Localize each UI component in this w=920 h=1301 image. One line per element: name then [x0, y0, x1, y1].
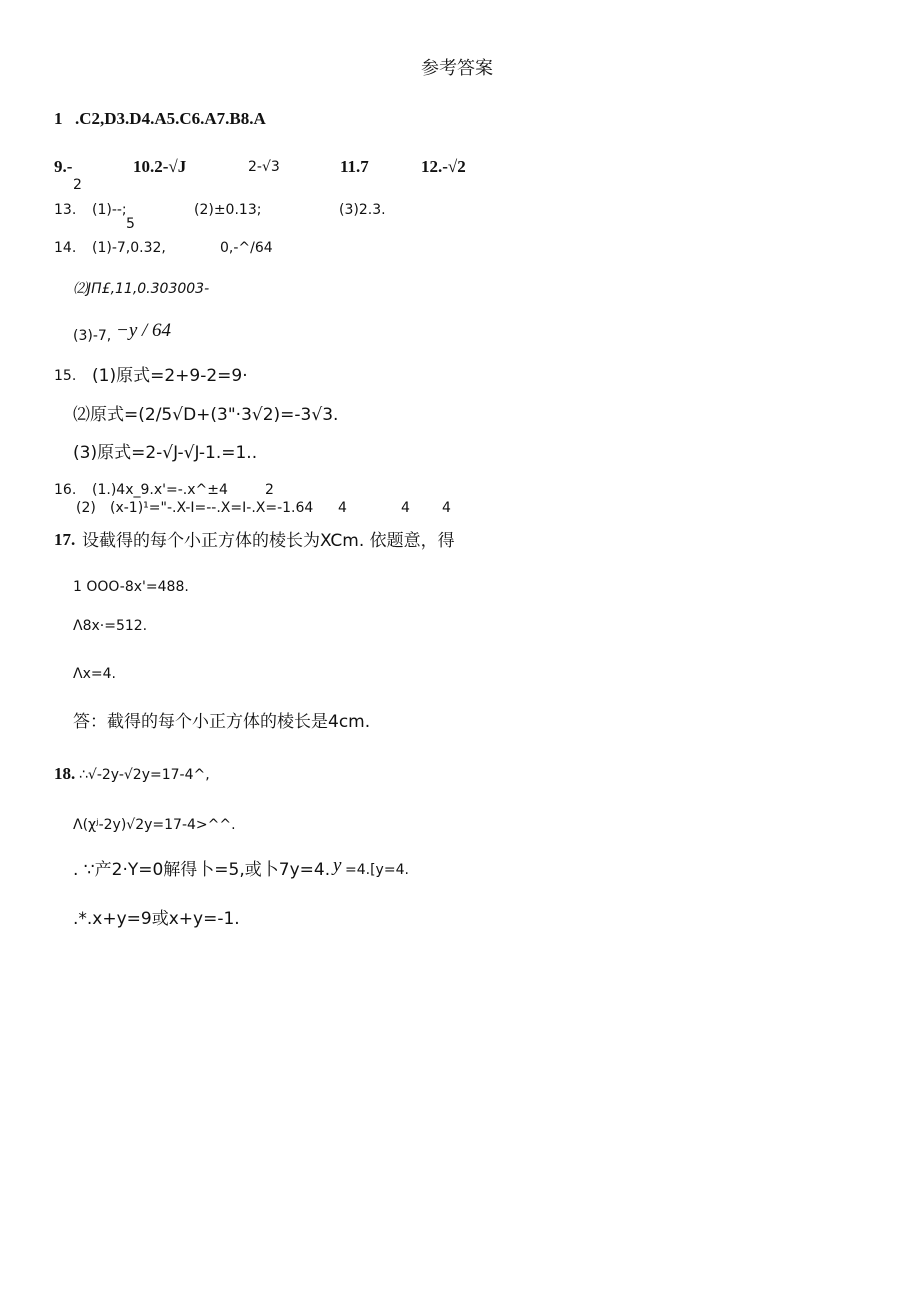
q16-part2-label: (2) [76, 500, 96, 516]
q14-part3-b: −y / 64 [116, 320, 172, 341]
q17-answer: 答：截得的每个小正方体的棱长是4cm. [73, 712, 371, 732]
q14-part2: ⑵JΠ£,11,0.303003- [73, 281, 210, 297]
q18-line2-c: =4.[y=4. [345, 862, 409, 878]
q17-line2: Λ8x·=512. [73, 618, 148, 634]
q13-part1: (1)--; [92, 202, 127, 218]
q17-number: 17. [54, 530, 76, 549]
q14-part1: (1)-7,0.32, [92, 240, 166, 256]
q9-subscript: 2 [73, 177, 82, 193]
q1-answers: .C2,D3.D4.A5.C6.A7.B8.A [75, 109, 266, 128]
q10-answer: 10.2-√J [133, 157, 187, 176]
page-title: 参考答案 [421, 58, 493, 79]
q15-part2: ⑵原式=(2/5√D+(3"·3√2)=-3√3. [73, 405, 339, 425]
q18-line2-var: y [333, 855, 342, 876]
q16-part2: (x-1)¹="-.X-I=--.X=I-.X=-1.64 [110, 500, 314, 516]
q13-part2: (2)±0.13; [194, 202, 262, 218]
q14-part1-b: 0,-^/64 [220, 240, 273, 256]
q13-part3: (3)2.3. [339, 202, 386, 218]
q17-line1: 1 OOO-8x'=488. [73, 579, 189, 595]
q18-number: 18. [54, 764, 76, 783]
q16-part2-e: 4 [442, 500, 451, 516]
q17-line3: Λx=4. [73, 666, 116, 682]
q16-part1-b: 2 [265, 482, 274, 498]
q9-answer: 9.- [54, 157, 73, 176]
q15-part3: (3)原式=2-√J-√J-1.=1.. [73, 443, 258, 463]
q14-number: 14. [54, 240, 77, 256]
q12-answer: 12.-√2 [421, 157, 466, 176]
q18-line2: . ∵产2·Y=0解得卜=5,或卜7y=4. [73, 860, 331, 880]
q13-number: 13. [54, 202, 77, 218]
q16-part1: (1.)4x_9.x'=-.x^±4 [92, 482, 228, 498]
q13-part1-subscript: 5 [126, 216, 135, 232]
q16-part2-d: 4 [401, 500, 410, 516]
q16-part2-c: 4 [338, 500, 347, 516]
q18-text: ∴√-2y-√2y=17-4^, [79, 767, 210, 783]
q15-part1: (1)原式=2+9-2=9· [92, 366, 248, 386]
q1-number: 1 [54, 109, 63, 128]
q18-line1: Λ(χʲ-2y)√2y=17-4>^^. [73, 817, 236, 833]
q18-line3: .*.x+y=9或x+y=-1. [73, 909, 240, 929]
q10-answer-b: 2-√3 [248, 159, 280, 175]
q16-number: 16. [54, 482, 77, 498]
q11-answer: 11.7 [340, 157, 369, 176]
q15-number: 15. [54, 368, 77, 384]
q17-text: 设截得的每个小正方体的棱长为XCm. 依题意，得 [82, 531, 455, 551]
q14-part3: (3)-7, [73, 328, 112, 344]
